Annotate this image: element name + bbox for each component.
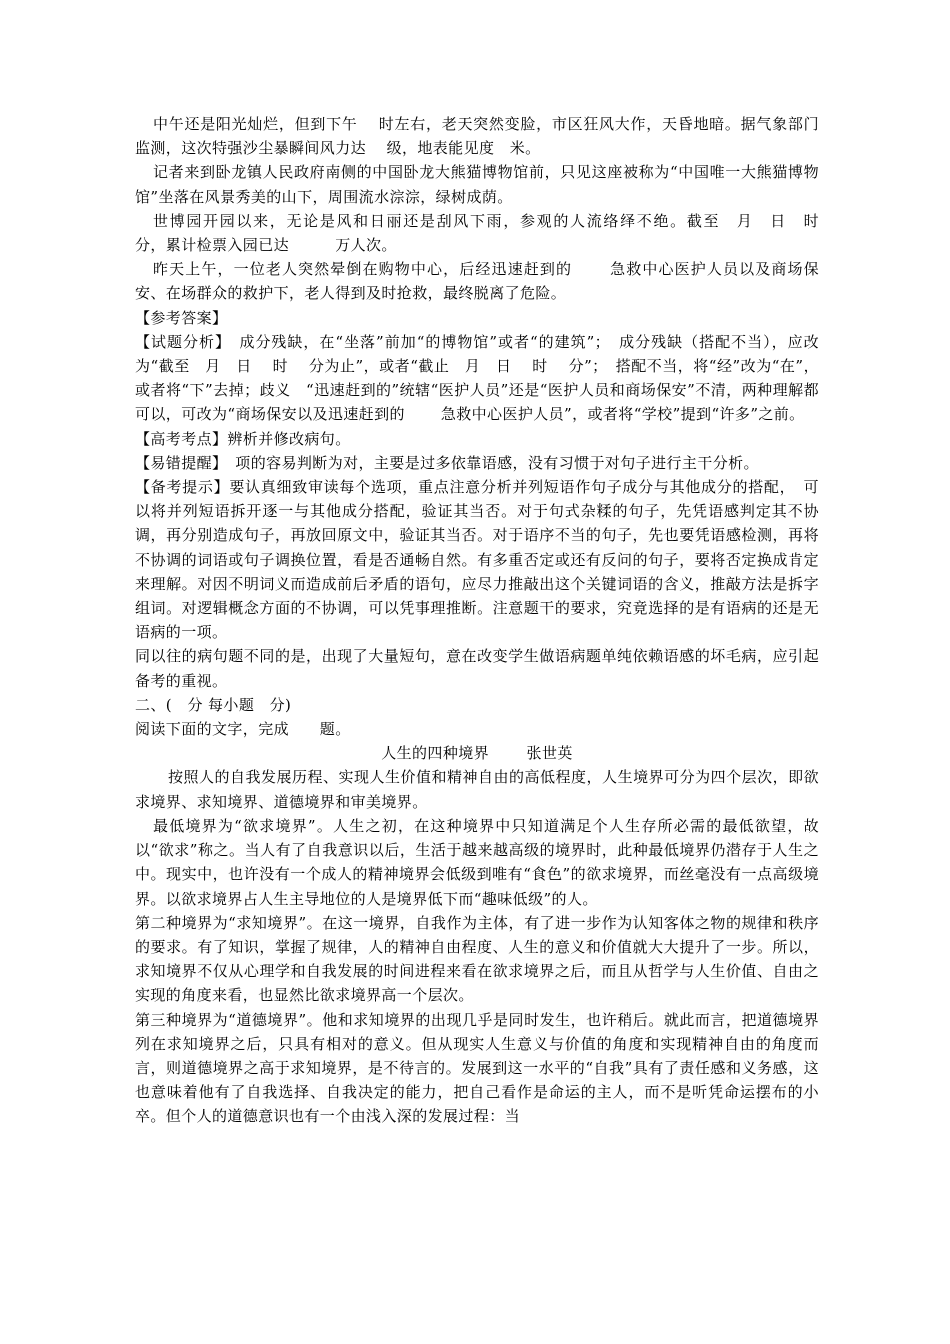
paragraph-p3: 世博园开园以来，无论是风和日丽还是刮风下雨，参观的人流络绎不绝。截至 月 日 时 分，累计检票入园已达 万人次。 bbox=[135, 211, 840, 255]
paragraph-p5: 【参考答案】 bbox=[135, 308, 228, 327]
paragraph-p12: 阅读下面的文字，完成 题。 bbox=[135, 720, 351, 739]
article-heading bbox=[135, 741, 819, 765]
paragraph-p11: 二、( 分 每小题 分) bbox=[135, 695, 292, 714]
paragraph-a4: 第三种境界为“道德境界”。他和求知境界的出现几乎是同时发生，也许稍后。就此而言，把道德境界列在求知境界之后，只具有相对的意义。但从现实人生意义与价值的角度和实现精神自由的角度而言，则道德境界之高于求知境界，是不待言的。发展到这一水平的“自我”具有了责任感和义务感，这也意味着他有了自我选择、自我决定的能力，把自己看作是命运的主人，而不是听凭命运摆布的小卒。但个人的道德意识也有一个由浅入深的发展过程：当 bbox=[135, 1010, 819, 1126]
paragraph-a1: 按照人的自我发展历程、实现人生价值和精神自由的高低程度，人生境界可分为四个层次，即欲求境界、求知境界、道德境界和审美境界。 bbox=[135, 768, 819, 811]
paragraph-a2: 最低境界为“欲求境界”。人生之初，在这种境界中只知道满足个人生存所必需的最低欲望，故以“欲求”称之。当人有了自我意识以后，生活于越来越高级的境界时，此种最低境界仍潜存于人生之中。现实中，也许没有一个成人的精神境界会低级到唯有“食色”的欲求境界，而丝毫没有一点高级境界。以欲求境界占人生主导地位的人是境界低下而“趣味低级”的人。 bbox=[135, 816, 819, 908]
paragraph-p8: 【易错提醒】 项的容易判断为对，主要是过多依靠语感，没有习惯于对句子进行主干分析。 bbox=[135, 453, 759, 472]
question-section bbox=[135, 112, 840, 741]
paragraph-p7: 【高考考点】辨析并修改病句。 bbox=[135, 429, 351, 448]
article-author: 张世英 bbox=[526, 744, 573, 763]
document-page bbox=[135, 112, 840, 1129]
paragraph-p4: 昨天上午，一位老人突然晕倒在购物中心，后经迅速赶到的 急救中心医护人员以及商场保安、在场群众的救护下，老人得到及时抢救，最终脱离了危险。 bbox=[135, 260, 819, 303]
paragraph-p10: 同以往的病句题不同的是，出现了大量短句，意在改变学生做语病题单纯依赖语感的坏毛病，应引起备考的重视。 bbox=[135, 647, 819, 690]
paragraph-a3: 第二种境界为“求知境界”。在这一境界，自我作为主体，有了进一步作为认知客体之物的规律和秩序的要求。有了知识，掌握了规律，人的精神自由程度、人生的意义和价值就大大提升了一步。所以，求知境界不仅从心理学和自我发展的时间进程来看在欲求境界之后，而且从哲学与人生价值、自由之实现的角度来看，也显然比欲求境界高一个层次。 bbox=[135, 913, 819, 1005]
article-body bbox=[135, 765, 819, 1128]
paragraph-p2: 记者来到卧龙镇人民政府南侧的中国卧龙大熊猫博物馆前，只见这座被称为“中国唯一大熊猫博物馆”坐落在风景秀美的山下，周围流水淙淙，绿树成荫。 bbox=[135, 163, 819, 206]
article-title: 人生的四种境界 bbox=[381, 744, 490, 763]
paragraph-p6: 【试题分析】 成分残缺，在“坐落”前加“的博物馆”或者“的建筑”； 成分残缺（搭配不当），应改为“截至 月 日 时 分为止”，或者“截止 月 日 时 分”； 搭配不当，将“经”改为“在”，或者将“下”去掉；歧义 “迅速赶到的”统辖“医护人员”还是“医护人员和商场保安”不清，两种理解都可以，可改为“商场保安以及迅速赶到的 急救中心医护人员”，或者将“学校”提到“许多”之前。 bbox=[135, 332, 819, 424]
paragraph-p1: 中午还是阳光灿烂，但到下午 时左右，老天突然变脸，市区狂风大作，天昏地暗。据气象部门监测，这次特强沙尘暴瞬间风力达 级，地表能见度 米。 bbox=[135, 115, 819, 158]
paragraph-p9: 【备考提示】要认真细致审读每个选项，重点注意分析并列短语作句子成分与其他成分的搭配， 可以将并列短语拆开逐一与其他成分搭配，验证其当否。对于句式杂糅的句子，先凭语感判定其不协调，再分别造成句子，再放回原文中，验证其当否。对于语序不当的句子，先也要凭语感检测，再将不协调的词语或句子调换位置，看是否通畅自然。有多重否定或还有反问的句子，要将否定换成肯定来理解。对因不明词义而造成前后矛盾的语句，应尽力推敲出这个关键词语的含义，推敲方法是拆字组词。对逻辑概念方面的不协调，可以凭事理推断。注意题干的要求，究竟选择的是有语病的还是无语病的一项。 bbox=[135, 478, 819, 642]
